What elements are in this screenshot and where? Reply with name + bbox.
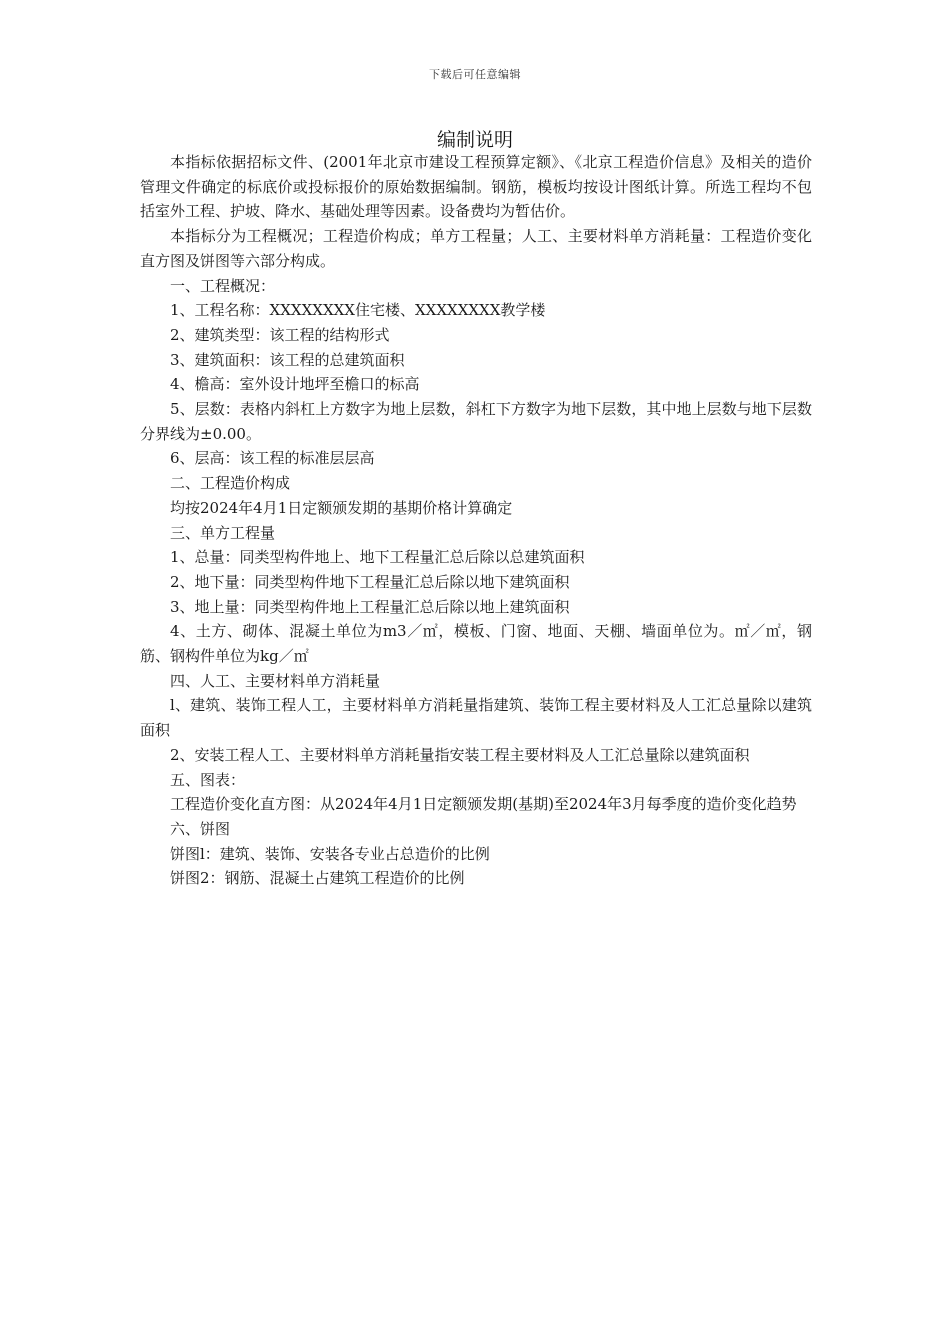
list-item: 4、土方、砌体、混凝土单位为m3／㎡，模板、门窗、地面、天棚、墙面单位为。㎡／㎡，钢筋、钢构件单位为kg／㎡: [140, 622, 812, 666]
list-item: 2、建筑类型：该工程的结构形式: [170, 325, 390, 344]
list-item: 1、工程名称：XXXXXXXX住宅楼、XXXXXXXX教学楼: [170, 301, 546, 320]
list-item: 3、地上量：同类型构件地上工程量汇总后除以地上建筑面积: [170, 597, 570, 616]
paragraph: 本指标依据招标文件、(2001年北京市建设工程预算定额》、《北京工程造价信息》及相关的造价管理文件确定的标底价或投标报价的原始数据编制。钢筋，模板均按设计图纸计算。所选工程均不包括室外工程、护坡、降水、基础处理等因素。设备费均为暂估价。: [140, 153, 812, 221]
section-heading: 三、单方工程量: [170, 523, 276, 542]
section-heading: 二、工程造价构成: [170, 474, 291, 493]
list-item: 6、层高：该工程的标准层层高: [170, 449, 375, 468]
list-item: 饼图2：钢筋、混凝土占建筑工程造价的比例: [170, 869, 465, 888]
section-heading: 五、图表：: [170, 770, 246, 789]
section-heading: 六、饼图: [170, 819, 231, 838]
list-item: 3、建筑面积：该工程的总建筑面积: [170, 350, 405, 369]
list-item: 5、层数：表格内斜杠上方数字为地上层数，斜杠下方数字为地下层数，其中地上层数与地下层数分界线为±0.00。: [140, 400, 812, 443]
header-note: 下载后可任意编辑: [429, 68, 521, 81]
list-item: 2、地下量：同类型构件地下工程量汇总后除以地下建筑面积: [170, 572, 570, 591]
list-item: 4、檐高：室外设计地坪至檐口的标高: [170, 375, 420, 394]
list-item: l、建筑、装饰工程人工，主要材料单方消耗量指建筑、装饰工程主要材料及人工汇总量除以建筑面积: [140, 696, 812, 740]
list-item: 饼图l：建筑、装饰、安装各专业占总造价的比例: [170, 844, 490, 863]
paragraph: 工程造价变化直方图：从2024年4月1日定额颁发期(基期)至2024年3月每季度的造价变化趋势: [170, 795, 797, 814]
list-item: 1、总量：同类型构件地上、地下工程量汇总后除以总建筑面积: [170, 548, 585, 567]
document-title: 编制说明: [436, 129, 513, 151]
paragraph: 均按2024年4月1日定额颁发期的基期价格计算确定: [170, 498, 513, 517]
list-item: 2、安装工程人工、主要材料单方消耗量指安装工程主要材料及人工汇总量除以建筑面积: [170, 745, 750, 764]
document-body: [140, 150, 812, 891]
section-heading: 四、人工、主要材料单方消耗量: [170, 671, 381, 690]
paragraph: 本指标分为工程概况；工程造价构成；单方工程量；人工、主要材料单方消耗量：工程造价变化直方图及饼图等六部分构成。: [140, 227, 812, 270]
section-heading: 一、工程概况：: [170, 276, 276, 295]
